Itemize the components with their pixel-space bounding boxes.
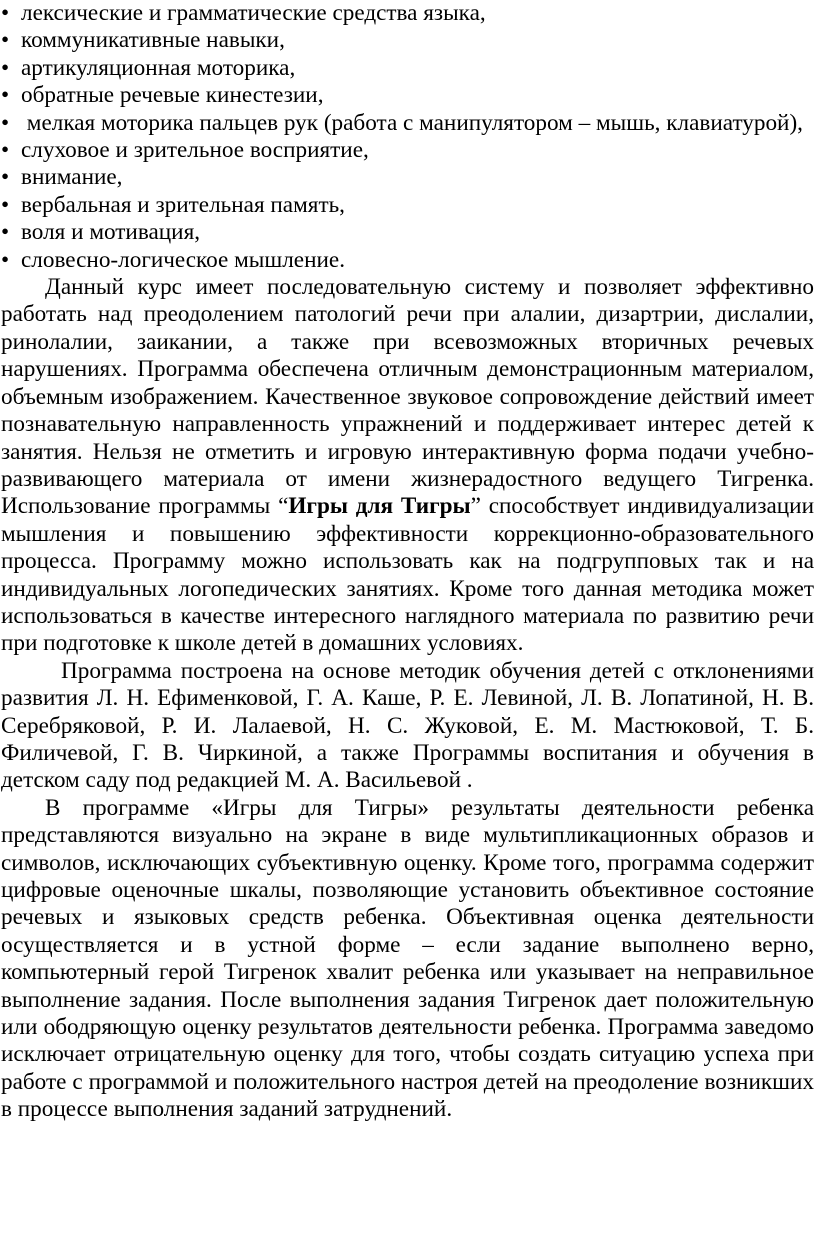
list-item [1, 55, 814, 82]
program-title: Игры для Тигры [288, 493, 471, 520]
paragraph-text: Программа построена на основе методик обучения детей с отклонениями развития Л. Н. Ефименковой, Г. А. Каше, Р. Е. Левиной, Л. В. Лопатиной, Н. В. Серебряковой, Р. И. Лалаевой, Н. С. Жуковой, Е. М. Мастюковой, Т. Б. Филичевой, Г. В. Чиркиной, а также Программы воспитания и обучения в детском саду под редакцией М. А. Васильевой . [1, 657, 814, 794]
list-item-text: мелкая моторика пальцев рук (работа с манипулятором – мышь, клавиатурой), [21, 109, 803, 136]
list-item-text: словесно-логическое мышление. [21, 246, 345, 273]
list-item-text: коммуникативные навыки, [21, 27, 285, 54]
list-item [1, 247, 814, 274]
list-item [1, 110, 814, 137]
list-item [1, 192, 814, 219]
paragraph-text: В программе «Игры для Тигры» результаты деятельности ребенка представляются визуально на экране в виде мультипликационных образов и символов, исключающих субъективную оценку. Кроме того, программа содержит цифровые оценочные шкалы, позволяющие установить объективное состояние речевых и языковых средств ребенка. Объективная оценка деятельности осуществляется и в устной форме – если задание выполнено верно, компьютерный герой Тигренок хвалит ребенка или указывает на неправильное выполнение задания. После выполнения задания Тигренок дает положительную или ободряющую оценку результатов деятельности ребенка. Программа заведомо исключает отрицательную оценку для того, чтобы создать ситуацию успеха при работе с программой и положительного настроя детей на преодоление возникших в процессе выполнения заданий затруднений. [1, 794, 814, 1123]
bullet-marker: • [1, 219, 10, 246]
bullet-marker: • [1, 82, 10, 109]
paragraph-course-description [1, 274, 814, 658]
list-item-text: слуховое и зрительное восприятие, [21, 137, 369, 164]
bullet-marker: • [1, 246, 10, 273]
paragraph-text: Данный курс имеет последовательную систему и позволяет эффективно работать над преодолением патологий речи при алалии, дизартрии, дислалии, ринолалии, заикании, а также при всевозможных вторичных речевых нарушениях. Программа обеспечена отличным демонстрационным материалом, объемным изображением. Качественное звуковое сопровождение действий имеет познавательную направленность упражнений и поддерживает интерес детей к занятия. Нельзя не отметить и игровую интерактивную форма подачи учебно-развивающего материала от имени жизнерадостного ведущего Тигренка. Использование программы “ [1, 274, 814, 520]
list-item [1, 27, 814, 54]
bullet-marker: • [1, 0, 10, 26]
list-item-text: вербальная и зрительная память, [21, 191, 345, 218]
list-item [1, 137, 814, 164]
list-item [1, 0, 814, 27]
bullet-marker: • [1, 54, 10, 81]
list-item-text: лексические и грамматические средства языка, [21, 0, 486, 26]
bullet-marker: • [1, 164, 10, 191]
bullet-marker: • [1, 109, 10, 136]
bullet-marker: • [1, 191, 10, 218]
bullet-marker: • [1, 137, 10, 164]
paragraph-methodology [1, 658, 814, 795]
list-item [1, 219, 814, 246]
list-item [1, 82, 814, 109]
list-item-text: воля и мотивация, [21, 219, 201, 246]
paragraph-text: ” способствует индивидуализации мышления и повышению эффективности коррекционно-образовательного процесса. Программу можно использовать как на подгрупповых так и на индивидуальных логопедических занятиях. Кроме того данная методика может использоваться в качестве интересного наглядного материала по развитию речи при подготовке к школе детей в домашних условиях. [1, 493, 814, 657]
paragraph-assessment [1, 795, 814, 1124]
list-item-text: внимание, [21, 164, 123, 191]
list-item [1, 164, 814, 191]
list-item-text: обратные речевые кинестезии, [21, 82, 324, 109]
bullet-marker: • [1, 27, 10, 54]
list-item-text: артикуляционная моторика, [21, 54, 296, 81]
